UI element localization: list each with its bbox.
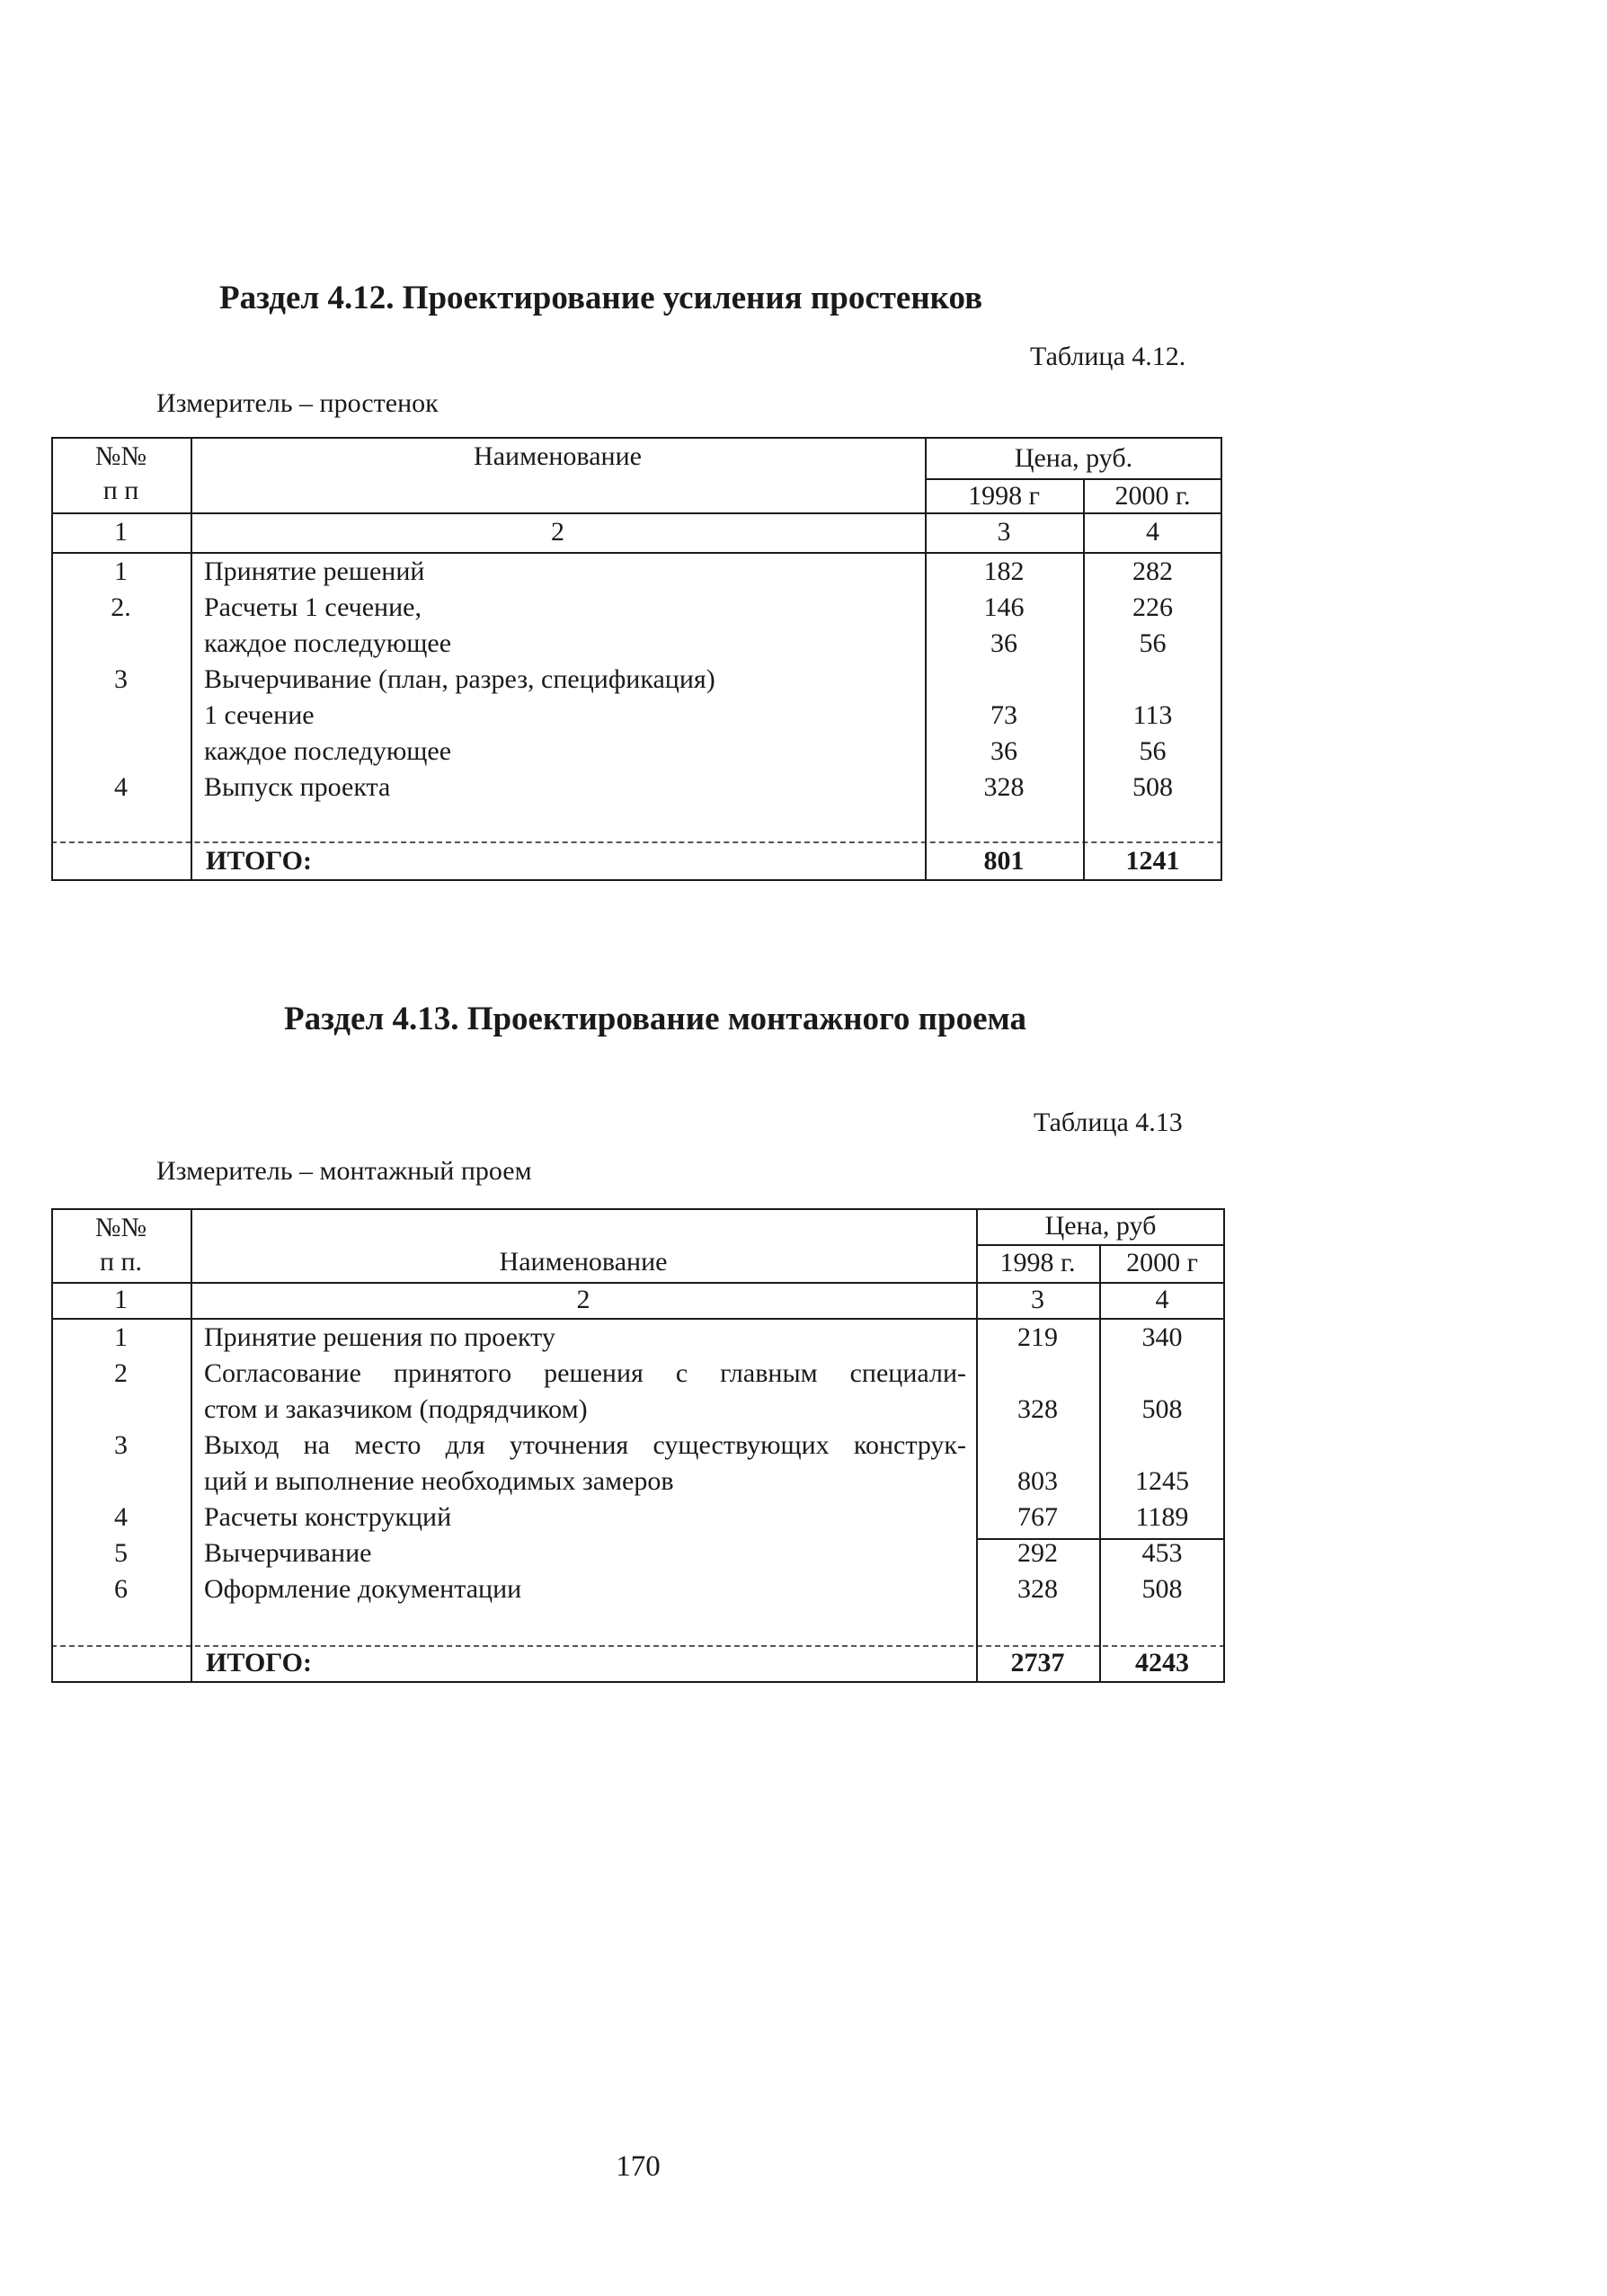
row-price-1998: 767	[1017, 1502, 1058, 1532]
row-number: 4	[114, 772, 128, 802]
row-price-2000: 282	[1132, 556, 1173, 586]
row-name: Принятие решения по проекту	[204, 1322, 555, 1352]
price-table-4-13	[51, 1208, 1225, 1683]
column-number: 4	[1155, 1285, 1169, 1314]
total-price-1998: 2737	[1010, 1648, 1065, 1678]
header-year-1998: 1998 г.	[999, 1248, 1076, 1277]
row-name: каждое последующее	[204, 736, 452, 766]
row-price-2000: 508	[1141, 1574, 1183, 1604]
row-name: Вычерчивание	[204, 1538, 372, 1568]
column-number: 2	[576, 1285, 590, 1314]
row-price-1998: 36	[990, 736, 1017, 766]
row-price-2000: 508	[1141, 1394, 1183, 1424]
row-name: Согласование принятого решения с главным специали-	[204, 1358, 966, 1388]
header-year-2000: 2000 г.	[1114, 481, 1191, 511]
measurer-label-4-13: Измеритель – монтажный проем	[156, 1156, 532, 1186]
row-price-2000: 226	[1132, 592, 1173, 622]
row-number: 1	[114, 1322, 128, 1352]
header-num-line1: №№	[94, 1213, 147, 1242]
row-name: Расчеты 1 сечение,	[204, 592, 422, 622]
header-year-1998: 1998 г	[968, 481, 1040, 511]
row-name: Вычерчивание (план, разрез, спецификация)	[204, 664, 715, 694]
price-table-4-12	[51, 437, 1222, 881]
total-price-1998: 801	[983, 846, 1025, 876]
row-price-1998: 73	[990, 700, 1017, 730]
row-number: 5	[114, 1538, 128, 1568]
total-label: ИТОГО:	[206, 846, 312, 876]
row-price-1998: 182	[983, 556, 1025, 586]
row-name: 1 сечение	[204, 700, 315, 730]
row-price-2000: 340	[1141, 1322, 1183, 1352]
row-number: 3	[114, 1430, 128, 1460]
row-price-2000: 113	[1132, 700, 1173, 730]
row-name: Выход на место для уточнения существующих конструк-	[204, 1430, 966, 1460]
column-number: 4	[1146, 517, 1159, 547]
header-price: Цена, руб	[1044, 1211, 1157, 1241]
row-number: 3	[114, 664, 128, 694]
section-heading-4-13: Раздел 4.13. Проектирование монтажного проема	[284, 1001, 1026, 1037]
row-price-1998: 219	[1017, 1322, 1058, 1352]
table-number-4-13: Таблица 4.13	[1034, 1108, 1183, 1137]
measurer-label-4-12: Измеритель – простенок	[156, 388, 439, 418]
section-heading-4-12: Раздел 4.12. Проектирование усиления простенков	[219, 280, 983, 316]
header-num-line2: п п	[102, 476, 139, 505]
table-number-4-12: Таблица 4.12.	[1030, 342, 1186, 371]
column-number: 3	[1031, 1285, 1044, 1314]
row-price-2000: 1245	[1135, 1466, 1189, 1496]
row-number: 2.	[111, 592, 131, 622]
row-price-1998: 803	[1017, 1466, 1058, 1496]
row-number: 4	[114, 1502, 128, 1532]
header-num-line2: п п.	[99, 1247, 143, 1277]
row-price-2000: 56	[1139, 628, 1167, 658]
row-name: Выпуск проекта	[204, 772, 391, 802]
row-price-1998: 328	[983, 772, 1025, 802]
row-price-2000: 453	[1141, 1538, 1183, 1568]
column-number: 2	[551, 517, 564, 547]
row-name: ций и выполнение необходимых замеров	[204, 1466, 674, 1496]
header-price: Цена, руб.	[1014, 443, 1133, 473]
row-price-1998: 292	[1017, 1538, 1058, 1568]
header-year-2000: 2000 г	[1126, 1248, 1198, 1277]
header-num-line1: №№	[94, 441, 147, 471]
row-price-1998: 328	[1017, 1394, 1058, 1424]
row-price-2000: 508	[1132, 772, 1173, 802]
column-number: 3	[997, 517, 1011, 547]
row-name: каждое последующее	[204, 628, 452, 658]
row-name: Расчеты конструкций	[204, 1502, 452, 1532]
row-price-2000: 1189	[1135, 1502, 1189, 1532]
row-price-1998: 146	[983, 592, 1025, 622]
header-name: Наименование	[499, 1247, 668, 1277]
row-number: 2	[114, 1358, 128, 1388]
row-number: 1	[114, 556, 128, 586]
total-label: ИТОГО:	[206, 1648, 312, 1678]
row-price-2000: 56	[1139, 736, 1167, 766]
column-number: 1	[114, 517, 128, 547]
column-number: 1	[114, 1285, 128, 1314]
header-name: Наименование	[474, 441, 642, 471]
row-price-1998: 328	[1017, 1574, 1058, 1604]
row-name: стом и заказчиком (подрядчиком)	[204, 1394, 588, 1424]
total-price-2000: 1241	[1125, 846, 1180, 876]
row-number: 6	[114, 1574, 128, 1604]
row-name: Оформление документации	[204, 1574, 522, 1604]
page-number: 170	[616, 2150, 661, 2183]
row-price-1998: 36	[990, 628, 1017, 658]
row-name: Принятие решений	[204, 556, 425, 586]
total-price-2000: 4243	[1135, 1648, 1189, 1678]
